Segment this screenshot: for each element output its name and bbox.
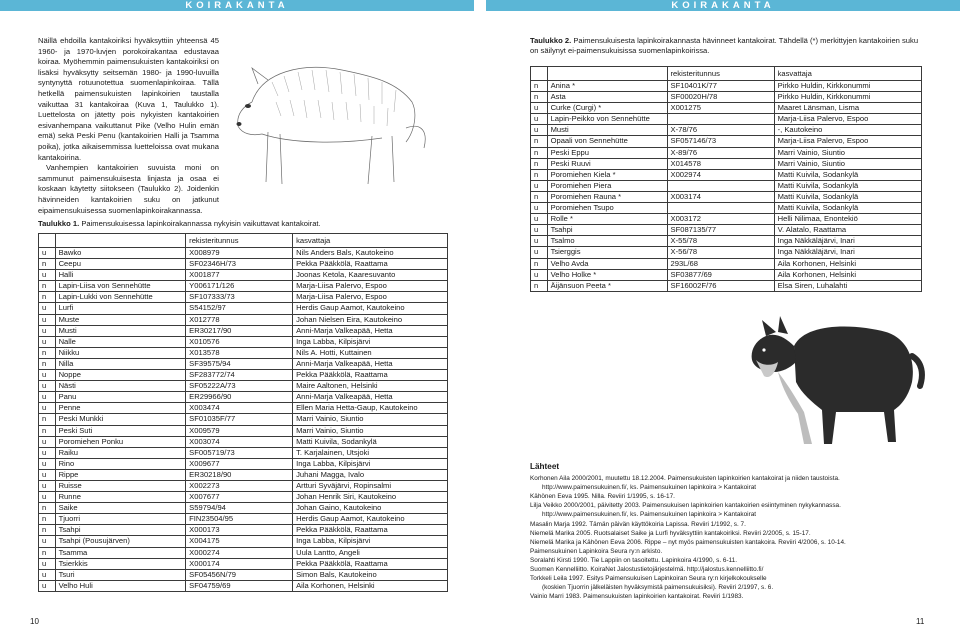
table2-regno-cell: SF16002F/76: [667, 280, 774, 291]
table2-name-cell: Anina *: [547, 81, 667, 92]
table2-name-cell: Poromiehen Piera: [547, 180, 667, 191]
table1-breeder-cell: Pekka Pääkkölä, Raattama: [293, 370, 448, 381]
table1-name-cell: Ceepu: [55, 259, 186, 270]
table1-name-cell: Tsamma: [55, 547, 186, 558]
table1-name-cell: Ruisse: [55, 480, 186, 491]
table2-gender-cell: n: [531, 147, 548, 158]
table1-gender-cell: n: [39, 514, 56, 525]
table1-breeder-cell: Ellen Maria Hetta-Gaup, Kautokeino: [293, 403, 448, 414]
table1-row: [39, 536, 448, 547]
table1-gender-cell: u: [39, 480, 56, 491]
table1-name-cell: Rippe: [55, 469, 186, 480]
table1-row: [39, 403, 448, 414]
table1-gender-cell: u: [39, 558, 56, 569]
table1-row: [39, 569, 448, 580]
table1-header-name: [55, 234, 186, 248]
table1-name-cell: Runne: [55, 492, 186, 503]
table1-gender-cell: u: [39, 314, 56, 325]
table2-name-cell: Tsahpi: [547, 225, 667, 236]
table2-breeder-cell: Matti Kuivila, Sodankylä: [774, 191, 921, 202]
table2-name-cell: Poromiehen Tsupo: [547, 203, 667, 214]
table2-header-name: [547, 67, 667, 81]
table1-regno-cell: X010576: [186, 336, 293, 347]
table1-gender-cell: u: [39, 370, 56, 381]
table1-breeder-cell: Herdis Gaup Aamot, Kautokeino: [293, 303, 448, 314]
table2-regno-cell: [667, 203, 774, 214]
table1-gender-cell: u: [39, 436, 56, 447]
table1-gender-cell: u: [39, 392, 56, 403]
table2-caption-label: Taulukko 2.: [530, 36, 572, 45]
table1-row: [39, 547, 448, 558]
table2-name-cell: Lapin-Peikko von Sennehütte: [547, 114, 667, 125]
table1-row: [39, 347, 448, 358]
table1-regno-cell: S54152/97: [186, 303, 293, 314]
table1-breeder-cell: Pekka Pääkkölä, Raattama: [293, 525, 448, 536]
table2-name-cell: Tsierggis: [547, 247, 667, 258]
table2-gender-cell: u: [531, 225, 548, 236]
table2-gender-cell: u: [531, 236, 548, 247]
table1-row: [39, 370, 448, 381]
table1-name-cell: Musti: [55, 325, 186, 336]
table1-regno-cell: SF01035F/77: [186, 414, 293, 425]
references-title: Lähteet: [530, 462, 560, 471]
table2-regno-cell: X003174: [667, 191, 774, 202]
table1-row: [39, 358, 448, 369]
table1-breeder-cell: Uula Lantto, Angeli: [293, 547, 448, 558]
table1-regno-cell: X000173: [186, 525, 293, 536]
table2-caption-text: Paimensukuisesta lapinkoirakannasta hävinneet kantakoirat. Tähdellä (*) merkittyjen kantakoirien suku on säilynyt ei-paimensukuisissa suomenlapinkoirissa.: [530, 36, 919, 55]
table1-regno-cell: ER30217/90: [186, 325, 293, 336]
table1-regno-cell: X004175: [186, 536, 293, 547]
table1-breeder-cell: Marja-Liisa Palervo, Espoo: [293, 292, 448, 303]
table2-breeder-cell: Inga Näkkäläjärvi, Inari: [774, 236, 921, 247]
table2-regno-cell: X-89/76: [667, 147, 774, 158]
header-band-left: [0, 0, 474, 11]
table2-gender-cell: u: [531, 180, 548, 191]
table1-caption-label: Taulukko 1.: [38, 219, 80, 228]
table1-gender-cell: u: [39, 403, 56, 414]
table1-breeder-cell: Maire Aaltonen, Helsinki: [293, 381, 448, 392]
table2-breeder-cell: Matti Kuivila, Sodankylä: [774, 169, 921, 180]
table1-regno-cell: X000274: [186, 547, 293, 558]
table1-row: [39, 580, 448, 591]
table1-breeder-cell: Johan Henrik Siri, Kautokeino: [293, 492, 448, 503]
header-title-right: KOIRAKANTA: [671, 0, 775, 11]
table1-header-row: [39, 234, 448, 248]
table1-regno-cell: SF05456N/79: [186, 569, 293, 580]
table2-row: [531, 147, 922, 158]
table1-regno-cell: X003474: [186, 403, 293, 414]
table2-row: [531, 236, 922, 247]
table1-row: [39, 503, 448, 514]
table1-gender-cell: n: [39, 425, 56, 436]
table1-breeder-cell: Anni-Marja Valkeapää, Hetta: [293, 392, 448, 403]
table1-name-cell: Lurfi: [55, 303, 186, 314]
table2-header-gender: [531, 67, 548, 81]
table1-row: [39, 259, 448, 270]
table2-breeder-cell: Marja-Liisa Palervo, Espoo: [774, 114, 921, 125]
table1-name-cell: Velho Huli: [55, 580, 186, 591]
table2-regno-cell: X-78/76: [667, 125, 774, 136]
table1-regno-cell: Y006171/126: [186, 281, 293, 292]
table2-gender-cell: n: [531, 280, 548, 291]
table2-regno-cell: X-55/78: [667, 236, 774, 247]
table1-regno-cell: X012778: [186, 314, 293, 325]
table2-row: [531, 169, 922, 180]
table1-name-cell: Raiku: [55, 447, 186, 458]
table1-breeder-cell: Nils A. Hotti, Kuttainen: [293, 347, 448, 358]
table2-regno-cell: X014578: [667, 158, 774, 169]
table2-breeder-cell: Marja-Liisa Palervo, Espoo: [774, 136, 921, 147]
table1-row: [39, 248, 448, 259]
table2-name-cell: Poromiehen Kiela *: [547, 169, 667, 180]
table1-breeder-cell: Artturi Syväjärvi, Ropinsalmi: [293, 480, 448, 491]
table1-breeder-cell: Simon Bals, Kautokeino: [293, 569, 448, 580]
table1-regno-cell: SF107333/73: [186, 292, 293, 303]
table1-name-cell: Saike: [55, 503, 186, 514]
table1-name-cell: Poromiehen Ponku: [55, 436, 186, 447]
table2-row: [531, 214, 922, 225]
table1-gender-cell: u: [39, 381, 56, 392]
table1-row: [39, 381, 448, 392]
table2-regno-cell: X001275: [667, 103, 774, 114]
table1-gender-cell: u: [39, 580, 56, 591]
table1-breeder-cell: Marri Vainio, Siuntio: [293, 414, 448, 425]
table1-breeder-cell: Anni-Marja Valkeapää, Hetta: [293, 325, 448, 336]
table1-gender-cell: n: [39, 525, 56, 536]
table2-row: [531, 280, 922, 291]
table1-gender-cell: n: [39, 347, 56, 358]
table2-row: [531, 125, 922, 136]
table1-gender-cell: n: [39, 503, 56, 514]
table2-breeder-cell: Marri Vainio, Siuntio: [774, 158, 921, 169]
table2-breeder-cell: Matti Kuivila, Sodankylä: [774, 203, 921, 214]
intro-paragraph-1: Näillä ehdoilla kantakoiriksi hyväksyttiin yhteensä 45 1960- ja 1970-luvjen porokoirakantaa edustavaa koiraa. Myöhemmin paimensukuisten kantakoiriksi on lisäksi hyväksytty seitsemän 1980- ja 1990-luvuilla syntynyttä rotuunotettua suomenlapinkoiraa. Tällä hetkellä paimensukuisten lapinkoirien taustalla vaikuttaa 31 kantakoiraa (Kuva 1, Taulukko 1). Luettelosta on jätetty pois nykyisten kantakoirien esivanhempana vaikuttanut Pike (Velho Hulin emän emä) sekä Peski Penu (kantakoirien Halli ja Tsamma poika), jotka aikaisemmissa luetteloissa ovat mukana kantakoirina.: [38, 36, 219, 162]
table2-regno-cell: SF087135/77: [667, 225, 774, 236]
table1-row: [39, 414, 448, 425]
table1-breeder-cell: Anni-Marja Valkeapää, Hetta: [293, 358, 448, 369]
table1-breeder-cell: Inga Labba, Kilpisjärvi: [293, 336, 448, 347]
table2-name-cell: Curke (Curgi) *: [547, 103, 667, 114]
table1-row: [39, 447, 448, 458]
table2-gender-cell: u: [531, 125, 548, 136]
table1-regno-cell: S59794/94: [186, 503, 293, 514]
table1-header-regno: rekisteritunnus: [186, 234, 293, 248]
page-number-left: 10: [30, 617, 39, 626]
table1-name-cell: Nilla: [55, 358, 186, 369]
header-title-left: KOIRAKANTA: [185, 0, 289, 11]
table2-caption: [530, 36, 922, 56]
table2-breeder-cell: Elsa Siren, Luhalahti: [774, 280, 921, 291]
table1-name-cell: Halli: [55, 270, 186, 281]
reference-item: Lilja Veikko 2000/2001, päivitetty 2003. Paimensukuisen lapinkoirien kantakoirien esiintyminen nykykannassa.: [530, 502, 841, 510]
table2-breeder-cell: Inga Näkkäläjärvi, Inari: [774, 247, 921, 258]
table1-row: [39, 436, 448, 447]
table1-breeder-cell: Johan Nielsen Eira, Kautokeino: [293, 314, 448, 325]
table2-regno-cell: SF10401K/77: [667, 81, 774, 92]
table2-row: [531, 191, 922, 202]
table2-breeder-cell: Pirkko Huldin, Kirkkonummi: [774, 81, 921, 92]
reference-item: Paimensukuinen Lapinkoira Seura ry:n arkisto.: [530, 547, 663, 555]
table1-gender-cell: n: [39, 259, 56, 270]
table1-row: [39, 514, 448, 525]
table2-gender-cell: n: [531, 136, 548, 147]
table1-gender-cell: u: [39, 458, 56, 469]
table1-row: [39, 469, 448, 480]
table2-name-cell: Opaali von Sennehütte: [547, 136, 667, 147]
table2-name-cell: Poromiehen Rauna *: [547, 191, 667, 202]
table1-regno-cell: FIN23504/95: [186, 514, 293, 525]
table1-regno-cell: SF04759/69: [186, 580, 293, 591]
table1-gender-cell: u: [39, 569, 56, 580]
table1-regno-cell: X007677: [186, 492, 293, 503]
table1-regno-cell: SF283772/74: [186, 370, 293, 381]
reference-item: Torkkeli Leila 1997. Esitys Paimensukuisen Lapinkoiran Seura ry:n kirjelkokoukselle: [530, 575, 767, 583]
table2-gender-cell: u: [531, 114, 548, 125]
table2: [530, 66, 922, 292]
table2-header-row: [531, 67, 922, 81]
table1-breeder-cell: Inga Labba, Kilpisjärvi: [293, 458, 448, 469]
table1-regno-cell: X009579: [186, 425, 293, 436]
table1-gender-cell: n: [39, 414, 56, 425]
table1-gender-cell: u: [39, 248, 56, 259]
table2-gender-cell: u: [531, 203, 548, 214]
header-band-right: [486, 0, 960, 11]
table1-name-cell: Nästi: [55, 381, 186, 392]
table2-header-regno: rekisteritunnus: [667, 67, 774, 81]
table1-name-cell: Lapin-Lukki von Sennehütte: [55, 292, 186, 303]
table1-regno-cell: SF05222A/73: [186, 381, 293, 392]
table2-gender-cell: u: [531, 103, 548, 114]
table2-gender-cell: n: [531, 191, 548, 202]
table1-row: [39, 336, 448, 347]
table2-regno-cell: X003172: [667, 214, 774, 225]
table2-breeder-cell: Maaret Länsman, Lisma: [774, 103, 921, 114]
intro-paragraph-2: Vanhempien kantakoirien suvuista moni on sammunut paimensukuisesta linjasta ja osaa ei koskaan käytetty siitokseen (Taulukko 2). Joidenkin hävinneiden kantakoirien suku on jatkunut eipaimensukuisessa suomenlapinkoirakannassa.: [38, 163, 219, 215]
table2-name-cell: Rolle *: [547, 214, 667, 225]
table1-gender-cell: u: [39, 492, 56, 503]
table1-header-breeder: kasvattaja: [293, 234, 448, 248]
table2-regno-cell: SF00020H/78: [667, 92, 774, 103]
table1-regno-cell: SF005719/73: [186, 447, 293, 458]
table2-gender-cell: n: [531, 92, 548, 103]
table1-gender-cell: n: [39, 547, 56, 558]
table1-row: [39, 525, 448, 536]
table2-gender-cell: n: [531, 258, 548, 269]
reference-item: http://www.paimensukuinen.fi/, ks. Paimensukuinen lapinkoira > Kantakoirat: [542, 511, 757, 519]
table1-gender-cell: u: [39, 325, 56, 336]
table1: [38, 233, 448, 592]
table2-name-cell: Velho Avda: [547, 258, 667, 269]
table2-breeder-cell: Marri Vainio, Siuntio: [774, 147, 921, 158]
table2-gender-cell: n: [531, 169, 548, 180]
table1-name-cell: Penne: [55, 403, 186, 414]
table2-breeder-cell: Pirkko Huldin, Kirkkonummi: [774, 92, 921, 103]
table1-row: [39, 392, 448, 403]
reference-item: Niemelä Marika ja Kähönen Eeva 2006. Rippe – nyt myös paimensukuisten kantakoira. Reviiri 4/2006, s. 10-14.: [530, 538, 846, 546]
table1-name-cell: Tsahpi: [55, 525, 186, 536]
table1-breeder-cell: Nils Anders Bals, Kautokeino: [293, 248, 448, 259]
table1-breeder-cell: Joonas Ketola, Kaaresuvanto: [293, 270, 448, 281]
table1-name-cell: Tsuri: [55, 569, 186, 580]
table1-name-cell: Tjuorri: [55, 514, 186, 525]
table2-gender-cell: n: [531, 81, 548, 92]
table2-name-cell: Äijänsuon Peeta *: [547, 280, 667, 291]
table1-row: [39, 325, 448, 336]
table1-name-cell: Lapin-Liisa von Sennehütte: [55, 281, 186, 292]
table2-name-cell: Musti: [547, 125, 667, 136]
table1-name-cell: Bawko: [55, 248, 186, 259]
table1-name-cell: Muste: [55, 314, 186, 325]
table1-row: [39, 292, 448, 303]
table2-gender-cell: u: [531, 269, 548, 280]
table2-breeder-cell: Helli Nilimaa, Enontekiö: [774, 214, 921, 225]
table1-breeder-cell: Juhani Magga, Ivalo: [293, 469, 448, 480]
table1-gender-cell: u: [39, 270, 56, 281]
table1-name-cell: Nalle: [55, 336, 186, 347]
table1-breeder-cell: Johan Gaino, Kautokeino: [293, 503, 448, 514]
table2-row: [531, 258, 922, 269]
table2-breeder-cell: Aila Korhonen, Helsinki: [774, 258, 921, 269]
table1-name-cell: Panu: [55, 392, 186, 403]
reference-item: Suomen Kennelliitto. KoiraNet Jalostustietojärjestelmä. http://jalostus.kennelliitto.fi/: [530, 566, 764, 574]
table2-row: [531, 81, 922, 92]
table1-regno-cell: SF39575/94: [186, 358, 293, 369]
table1-gender-cell: u: [39, 469, 56, 480]
reference-item: Niemelä Marika 2005. Ruotsalaiset Saike ja Lurfi hyväksyttiin kantakoiriksi. Reviiri 2/2005, s. 15-17.: [530, 529, 811, 537]
table2-row: [531, 203, 922, 214]
table2-regno-cell: 293L/68: [667, 258, 774, 269]
table2-breeder-cell: -, Kautokeino: [774, 125, 921, 136]
table1-breeder-cell: Matti Kuivila, Sodankylä: [293, 436, 448, 447]
table2-row: [531, 269, 922, 280]
table1-row: [39, 458, 448, 469]
table1-breeder-cell: Marri Vainio, Siuntio: [293, 425, 448, 436]
table2-row: [531, 225, 922, 236]
table1-gender-cell: u: [39, 536, 56, 547]
table1-name-cell: Noppe: [55, 370, 186, 381]
table2-regno-cell: [667, 114, 774, 125]
table2-breeder-cell: V. Alatalo, Raattama: [774, 225, 921, 236]
table1-row: [39, 270, 448, 281]
table1-caption-text: Paimensukuisessa lapinkoirakannassa nykyisin vaikuttavat kantakoirat.: [79, 219, 321, 228]
table2-regno-cell: X-56/78: [667, 247, 774, 258]
table1-regno-cell: X009677: [186, 458, 293, 469]
table1-header-gender: [39, 234, 56, 248]
table1-regno-cell: SF02346H/73: [186, 259, 293, 270]
table1-regno-cell: X013578: [186, 347, 293, 358]
table1-name-cell: Rino: [55, 458, 186, 469]
table2-header-breeder: kasvattaja: [774, 67, 921, 81]
references-section: [530, 462, 930, 601]
reference-item: Masalin Marja 1992. Tämän päivän käyttökoiria Lapissa. Reviiri 1/1992, s. 7.: [530, 520, 746, 528]
table2-gender-cell: u: [531, 247, 548, 258]
table2-name-cell: Asta: [547, 92, 667, 103]
table1-breeder-cell: Marja-Liisa Palervo, Espoo: [293, 281, 448, 292]
table2-row: [531, 247, 922, 258]
table1-name-cell: Tsahpi (Pousujärven): [55, 536, 186, 547]
table1-regno-cell: ER30218/90: [186, 469, 293, 480]
table2-row: [531, 136, 922, 147]
table1-row: [39, 492, 448, 503]
table2-regno-cell: X002974: [667, 169, 774, 180]
table2-row: [531, 180, 922, 191]
table1-row: [39, 480, 448, 491]
dog-sketch-illustration-right: [716, 302, 926, 452]
table1-caption: [38, 219, 438, 229]
table1-breeder-cell: Herdis Gaup Aamot, Kautokeino: [293, 514, 448, 525]
table1-gender-cell: u: [39, 303, 56, 314]
table2-gender-cell: u: [531, 214, 548, 225]
table2-breeder-cell: Aila Korhonen, Helsinki: [774, 269, 921, 280]
table1-name-cell: Peski Munkki: [55, 414, 186, 425]
table1-breeder-cell: Aila Korhonen, Helsinki: [293, 580, 448, 591]
table2-row: [531, 114, 922, 125]
table1-breeder-cell: Pekka Pääkkölä, Raattama: [293, 259, 448, 270]
reference-item: Soralahti Kirsti 1990. Tie Lappiin on tasoitettu. Lapinkoira 4/1990, s. 6-11.: [530, 556, 737, 564]
table2-breeder-cell: Matti Kuivila, Sodankylä: [774, 180, 921, 191]
table2-regno-cell: [667, 180, 774, 191]
reference-item: (koskien Tjuorrin jälkeläisten hyväksymistä paimensukuisiksi). Reviiri 2/1997, s. 6.: [542, 584, 774, 592]
table1-gender-cell: n: [39, 281, 56, 292]
table1-gender-cell: n: [39, 292, 56, 303]
table1-breeder-cell: Pekka Pääkkölä, Raattama: [293, 558, 448, 569]
table2-regno-cell: SF057146/73: [667, 136, 774, 147]
table1-name-cell: Tsierkkis: [55, 558, 186, 569]
reference-item: Kähönen Eeva 1995. Nilla. Reviiri 1/1995, s. 16-17.: [530, 493, 675, 501]
table1-name-cell: Niikku: [55, 347, 186, 358]
table1-gender-cell: u: [39, 447, 56, 458]
table1-name-cell: Peski Suti: [55, 425, 186, 436]
table1-row: [39, 303, 448, 314]
table1-regno-cell: X003074: [186, 436, 293, 447]
table1-regno-cell: X001877: [186, 270, 293, 281]
table2-name-cell: Tsalmo: [547, 236, 667, 247]
table1-row: [39, 425, 448, 436]
table1-breeder-cell: T. Karjalainen, Utsjoki: [293, 447, 448, 458]
table2-gender-cell: n: [531, 158, 548, 169]
table2-row: [531, 92, 922, 103]
table1-gender-cell: n: [39, 358, 56, 369]
table2-name-cell: Peski Ruuvi: [547, 158, 667, 169]
references-list: [530, 474, 930, 601]
table2-name-cell: Velho Holke *: [547, 269, 667, 280]
table1-breeder-cell: Inga Labba, Kilpisjärvi: [293, 536, 448, 547]
table1-row: [39, 281, 448, 292]
reference-item: Korhonen Aila 2000/2001, muutettu 18.12.2004. Paimensukuisten lapinkoirien kantakoirat ja niiden taustoista.: [530, 475, 840, 483]
table2-name-cell: Peski Eppu: [547, 147, 667, 158]
table2-row: [531, 103, 922, 114]
table1-row: [39, 314, 448, 325]
table2-row: [531, 158, 922, 169]
table1-regno-cell: ER29966/90: [186, 392, 293, 403]
dog-sketch-illustration-left: [222, 32, 434, 202]
table1-regno-cell: X000174: [186, 558, 293, 569]
reference-item: Vainio Marri 1983. Paimensukuisten lapinkoirien kantakoirat. Reviiri 1/1983.: [530, 593, 744, 601]
table1-regno-cell: X008979: [186, 248, 293, 259]
reference-item: http://www.paimensukuinen.fi/, ks. Paimensukuinen lapinkoira > Kantakoirat: [542, 484, 757, 492]
table1-regno-cell: X002273: [186, 480, 293, 491]
table1-gender-cell: u: [39, 336, 56, 347]
table1-row: [39, 558, 448, 569]
table2-regno-cell: SF03877/69: [667, 269, 774, 280]
page-number-right: 11: [916, 617, 925, 626]
intro-text: [38, 36, 219, 216]
